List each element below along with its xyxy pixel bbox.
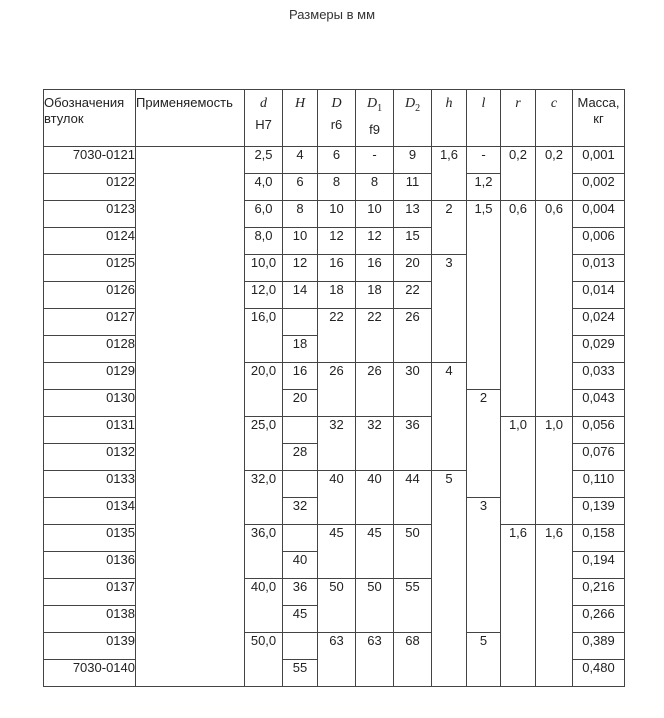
mass-cell: 0,216 (573, 579, 625, 606)
mass-cell: 0,002 (573, 174, 625, 201)
designation-cell: 7030-0140 (44, 660, 136, 687)
D2-cell: 13 (394, 201, 432, 228)
mass-cell: 0,014 (573, 282, 625, 309)
header-D2: $D_2$ (394, 90, 432, 147)
H-cell (283, 309, 318, 336)
D2-cell: 26 (394, 309, 432, 363)
header-c: c (536, 90, 573, 147)
D-cell: 8 (318, 174, 356, 201)
designation-cell: 0132 (44, 444, 136, 471)
mass-cell: 0,266 (573, 606, 625, 633)
H-cell: 32 (283, 498, 318, 525)
H-cell: 55 (283, 660, 318, 687)
d-cell: 40,0 (245, 579, 283, 633)
designation-cell: 0123 (44, 201, 136, 228)
mass-cell: 0,389 (573, 633, 625, 660)
mass-cell: 0,110 (573, 471, 625, 498)
c-cell: 1,6 (536, 525, 573, 687)
l-cell: - (467, 147, 501, 174)
mass-cell: 0,158 (573, 525, 625, 552)
mass-cell: 0,024 (573, 309, 625, 336)
H-cell: 10 (283, 228, 318, 255)
H-cell (283, 471, 318, 498)
mass-cell: 0,480 (573, 660, 625, 687)
mass-cell: 0,043 (573, 390, 625, 417)
header-l: l (467, 90, 501, 147)
l-cell: 1,5 (467, 201, 501, 390)
designation-cell: 0136 (44, 552, 136, 579)
designation-cell: 0127 (44, 309, 136, 336)
D1-cell: 10 (356, 201, 394, 228)
D-cell: 18 (318, 282, 356, 309)
designation-cell: 0139 (44, 633, 136, 660)
D1-cell: 63 (356, 633, 394, 687)
designation-cell: 0126 (44, 282, 136, 309)
header-d: d H7 (245, 90, 283, 147)
mass-cell: 0,194 (573, 552, 625, 579)
designation-cell: 0129 (44, 363, 136, 390)
D1-cell: 50 (356, 579, 394, 633)
header-mass: Масса, кг (573, 90, 625, 147)
H-cell: 45 (283, 606, 318, 633)
D2-cell: 15 (394, 228, 432, 255)
units-caption: Размеры в мм (288, 7, 376, 22)
c-cell: 0,2 (536, 147, 573, 201)
header-row (44, 90, 625, 147)
D-cell: 63 (318, 633, 356, 687)
H-cell: 12 (283, 255, 318, 282)
D-cell: 6 (318, 147, 356, 174)
D2-cell: 11 (394, 174, 432, 201)
mass-cell: 0,033 (573, 363, 625, 390)
D-cell: 10 (318, 201, 356, 228)
d-cell: 32,0 (245, 471, 283, 525)
H-cell: 20 (283, 390, 318, 417)
header-D: D r6 (318, 90, 356, 147)
designation-cell: 7030-0121 (44, 147, 136, 174)
D2-cell: 36 (394, 417, 432, 471)
mass-cell: 0,004 (573, 201, 625, 228)
H-cell: 18 (283, 336, 318, 363)
h-cell: 2 (432, 201, 467, 255)
header-r: r (501, 90, 536, 147)
table-row (44, 417, 625, 444)
H-cell (283, 525, 318, 552)
D-cell: 50 (318, 579, 356, 633)
D-cell: 22 (318, 309, 356, 363)
H-cell: 8 (283, 201, 318, 228)
D1-cell: 12 (356, 228, 394, 255)
D2-cell: 68 (394, 633, 432, 687)
designation-cell: 0137 (44, 579, 136, 606)
designation-cell: 0135 (44, 525, 136, 552)
table-row (44, 147, 625, 174)
d-cell: 6,0 (245, 201, 283, 228)
table-row (44, 201, 625, 228)
designation-cell: 0134 (44, 498, 136, 525)
mass-cell: 0,056 (573, 417, 625, 444)
l-cell: 5 (467, 633, 501, 687)
mass-cell: 0,013 (573, 255, 625, 282)
l-cell: 3 (467, 498, 501, 633)
D-cell: 16 (318, 255, 356, 282)
bushing-dimensions-table (43, 89, 625, 687)
D1-cell: 26 (356, 363, 394, 417)
mass-cell: 0,139 (573, 498, 625, 525)
D1-cell: 22 (356, 309, 394, 363)
r-cell: 1,0 (501, 417, 536, 525)
r-cell: 0,6 (501, 201, 536, 417)
mass-cell: 0,076 (573, 444, 625, 471)
d-cell: 16,0 (245, 309, 283, 363)
D-cell: 12 (318, 228, 356, 255)
h-cell: 4 (432, 363, 467, 471)
H-cell: 36 (283, 579, 318, 606)
D1-cell: 40 (356, 471, 394, 525)
H-cell: 16 (283, 363, 318, 390)
H-cell (283, 417, 318, 444)
D1-cell: - (356, 147, 394, 174)
D2-cell: 22 (394, 282, 432, 309)
D1-cell: 32 (356, 417, 394, 471)
D1-cell: 8 (356, 174, 394, 201)
D2-cell: 20 (394, 255, 432, 282)
D-cell: 45 (318, 525, 356, 579)
H-cell (283, 633, 318, 660)
designation-cell: 0125 (44, 255, 136, 282)
h-cell: 1,6 (432, 147, 467, 201)
designation-cell: 0138 (44, 606, 136, 633)
H-cell: 14 (283, 282, 318, 309)
mass-cell: 0,006 (573, 228, 625, 255)
H-cell: 4 (283, 147, 318, 174)
l-cell: 1,2 (467, 174, 501, 201)
table-row (44, 525, 625, 552)
D1-cell: 18 (356, 282, 394, 309)
d-cell: 8,0 (245, 228, 283, 255)
D1-cell: 16 (356, 255, 394, 282)
D2-cell: 55 (394, 579, 432, 633)
header-designation: Обозначения втулок (44, 90, 136, 147)
D1-cell: 45 (356, 525, 394, 579)
d-cell: 36,0 (245, 525, 283, 579)
l-cell: 2 (467, 390, 501, 498)
h-cell: 3 (432, 255, 467, 363)
D-cell: 32 (318, 417, 356, 471)
d-cell: 25,0 (245, 417, 283, 471)
D-cell: 40 (318, 471, 356, 525)
H-cell: 6 (283, 174, 318, 201)
D2-cell: 44 (394, 471, 432, 525)
D2-cell: 9 (394, 147, 432, 174)
applicability-cell (136, 147, 245, 687)
r-cell: 0,2 (501, 147, 536, 201)
D2-cell: 30 (394, 363, 432, 417)
designation-cell: 0133 (44, 471, 136, 498)
d-cell: 4,0 (245, 174, 283, 201)
r-cell: 1,6 (501, 525, 536, 687)
designation-cell: 0122 (44, 174, 136, 201)
D-cell: 26 (318, 363, 356, 417)
designation-cell: 0128 (44, 336, 136, 363)
D2-cell: 50 (394, 525, 432, 579)
mass-cell: 0,001 (573, 147, 625, 174)
designation-cell: 0130 (44, 390, 136, 417)
header-H: H (283, 90, 318, 147)
d-cell: 20,0 (245, 363, 283, 417)
H-cell: 28 (283, 444, 318, 471)
d-cell: 2,5 (245, 147, 283, 174)
mass-cell: 0,029 (573, 336, 625, 363)
c-cell: 0,6 (536, 201, 573, 417)
designation-cell: 0124 (44, 228, 136, 255)
header-D1: $D_1$ f9 (356, 90, 394, 147)
designation-cell: 0131 (44, 417, 136, 444)
h-cell: 5 (432, 471, 467, 687)
header-applicability: Применяемость (136, 90, 245, 147)
d-cell: 10,0 (245, 255, 283, 282)
header-h: h (432, 90, 467, 147)
c-cell: 1,0 (536, 417, 573, 525)
H-cell: 40 (283, 552, 318, 579)
d-cell: 50,0 (245, 633, 283, 687)
d-cell: 12,0 (245, 282, 283, 309)
